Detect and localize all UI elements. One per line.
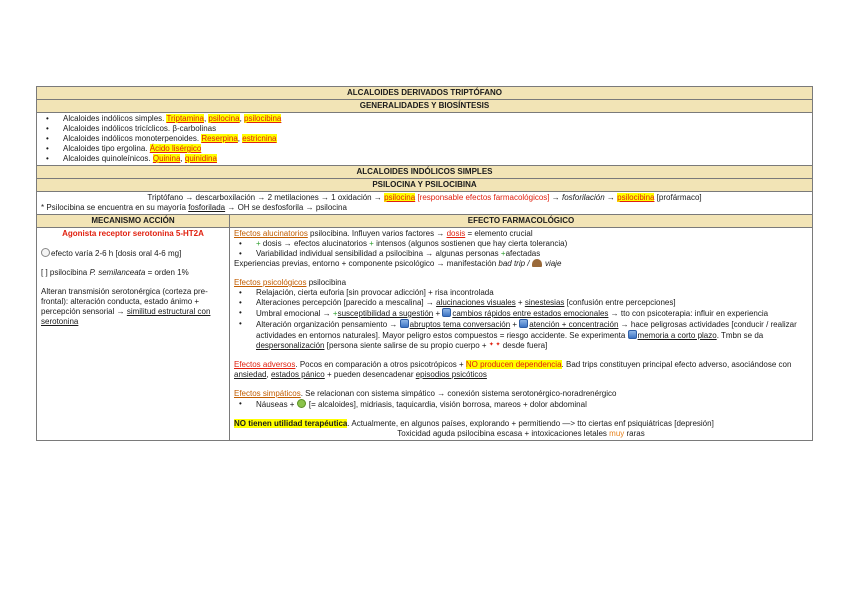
- agonist-label: Agonista receptor serotonina 5-HT2A: [62, 229, 204, 238]
- psychological-list: [234, 288, 808, 351]
- generalidades-cell: [37, 113, 813, 166]
- serotonergic-text: Alteran transmisión serotonérgica (corteza pre-frontal): alteración conducta, estado ánimo + percepción sensorial → similitud estructural con serotonina: [41, 287, 211, 326]
- effects-cell: [230, 228, 813, 441]
- biosynthesis-pathway: Triptófano → descarboxilación → 2 metilaciones → 1 oxidación → psilocina [responsable efectos farmacológicos] → fosforilación → psilocibina [profármaco]: [147, 193, 702, 202]
- section-header-simples: ALCALOIDES INDÓLICOS SIMPLES: [37, 166, 813, 179]
- hallucinatory-effects: Efectos alucinatorios psilocibina. Influyen varios factores → dosis = elemento crucial: [234, 229, 533, 238]
- column-header-mecanismo: MECANISMO ACCIÓN: [37, 215, 230, 228]
- main-title: ALCALOIDES DERIVADOS TRIPTÓFANO: [37, 87, 813, 100]
- list-item: • Variabilidad individual sensibilidad a psilocibina → algunas personas +afectadas: [234, 249, 808, 259]
- concentration-line: [ ] psilocibina P. semilanceata = orden 1%: [41, 268, 189, 277]
- list-item: • Umbral emocional → +susceptibilidad a sugestión + cambios rápidos entre estados emocionales → tto con psicoterapia: influir en experiencia: [234, 308, 808, 319]
- list-item: • Alcaloides indólicos simples. Triptamina, psilocina, psilocibina: [41, 114, 808, 124]
- hallucinatory-list: [234, 239, 808, 259]
- subsection-header-psilocina: PSILOCINA Y PSILOCIBINA: [37, 179, 813, 192]
- experience-line: Experiencias previas, entorno + componente psicológico → manifestación bad trip / viaje: [234, 259, 562, 268]
- list-item: • + dosis → efectos alucinatorios + intensos (algunos sostienen que hay cierta tolerancia): [234, 239, 808, 249]
- list-item: • Alcaloides tipo ergolina. Ácido lisérgico: [41, 144, 808, 154]
- refresh-icon: [400, 319, 409, 328]
- toxicity-line: Toxicidad aguda psilocibina escasa + intoxicaciones letales muy raras: [397, 429, 645, 438]
- down-arrow-icon: [519, 319, 528, 328]
- list-item: • Alcaloides quinoleínicos. Quinina, quinidina: [41, 154, 808, 164]
- adverse-effects: Efectos adversos. Pocos en comparación a otros psicotrópicos + NO producen dependencia. Bad trips constituyen principal efecto adverso, asociándose con ansiedad, estados pánico + pueden desencadenar episodios psicóticos: [234, 360, 792, 379]
- biosynthesis-cell: [37, 192, 813, 215]
- sparkle-icon: ✦ ✦: [488, 342, 501, 348]
- alkaloid-type-list: [41, 114, 808, 164]
- sympathetic-effects: Efectos simpáticos. Se relacionan con sistema simpático → conexión sistema serotonérgico-noradrenérgico: [234, 389, 617, 398]
- list-item: • Alteración organización pensamiento → abruptos tema conversación + atención + concentración → hace peligrosas actividades [conducir / realizar actividades en entornos naturales]. Mayor peligro estos compuestos = riesgo accidente. Se experimenta memoria a corto plazo. Tmbn se da despersonalización [persona siente salirse de su propio cuerpo + ✦ ✦ desde fuera]: [234, 319, 808, 351]
- mushroom-icon: [532, 259, 542, 267]
- mechanism-cell: [37, 228, 230, 441]
- section-header-generalidades: GENERALIDADES Y BIOSÍNTESIS: [37, 100, 813, 113]
- nausea-face-icon: [297, 399, 306, 408]
- down-arrow-icon: [628, 330, 637, 339]
- dephosphorylation-note: * Psilocibina se encuentra en su mayoría fosforilada → OH se desfosforila → psilocina: [41, 203, 347, 212]
- psychological-effects: Efectos psicológicos psilocibina: [234, 278, 347, 287]
- column-header-efecto: EFECTO FARMACOLÓGICO: [230, 215, 813, 228]
- sympathetic-list: [234, 399, 808, 410]
- therapeutic-use-line: NO tienen utilidad terapéutica. Actualmente, en algunos países, explorando + permitiendo —> tto ciertas enf psiquiátricas [depresión]: [234, 419, 714, 428]
- list-item: • Alteraciones percepción [parecido a mescalina] → alucinaciones visuales + sinestesias [confusión entre percepciones]: [234, 298, 808, 308]
- document-page: [36, 86, 812, 441]
- clock-icon: [41, 248, 50, 257]
- alkaloid-table: [36, 86, 813, 441]
- list-item: • Relajación, cierta euforia [sin provocar adicción] + risa incontrolada: [234, 288, 808, 298]
- list-item: • Alcaloides indólicos monoterpenoides. Reserpina, estricnina: [41, 134, 808, 144]
- duration-line: efecto varía 2-6 h [dosis oral 4-6 mg]: [41, 248, 225, 259]
- refresh-icon: [442, 308, 451, 317]
- list-item: • Náuseas + [= alcaloides], midriasis, taquicardia, visión borrosa, mareos + dolor abdominal: [234, 399, 808, 410]
- list-item: • Alcaloides indólicos tricíclicos. β-carbolinas: [41, 124, 808, 134]
